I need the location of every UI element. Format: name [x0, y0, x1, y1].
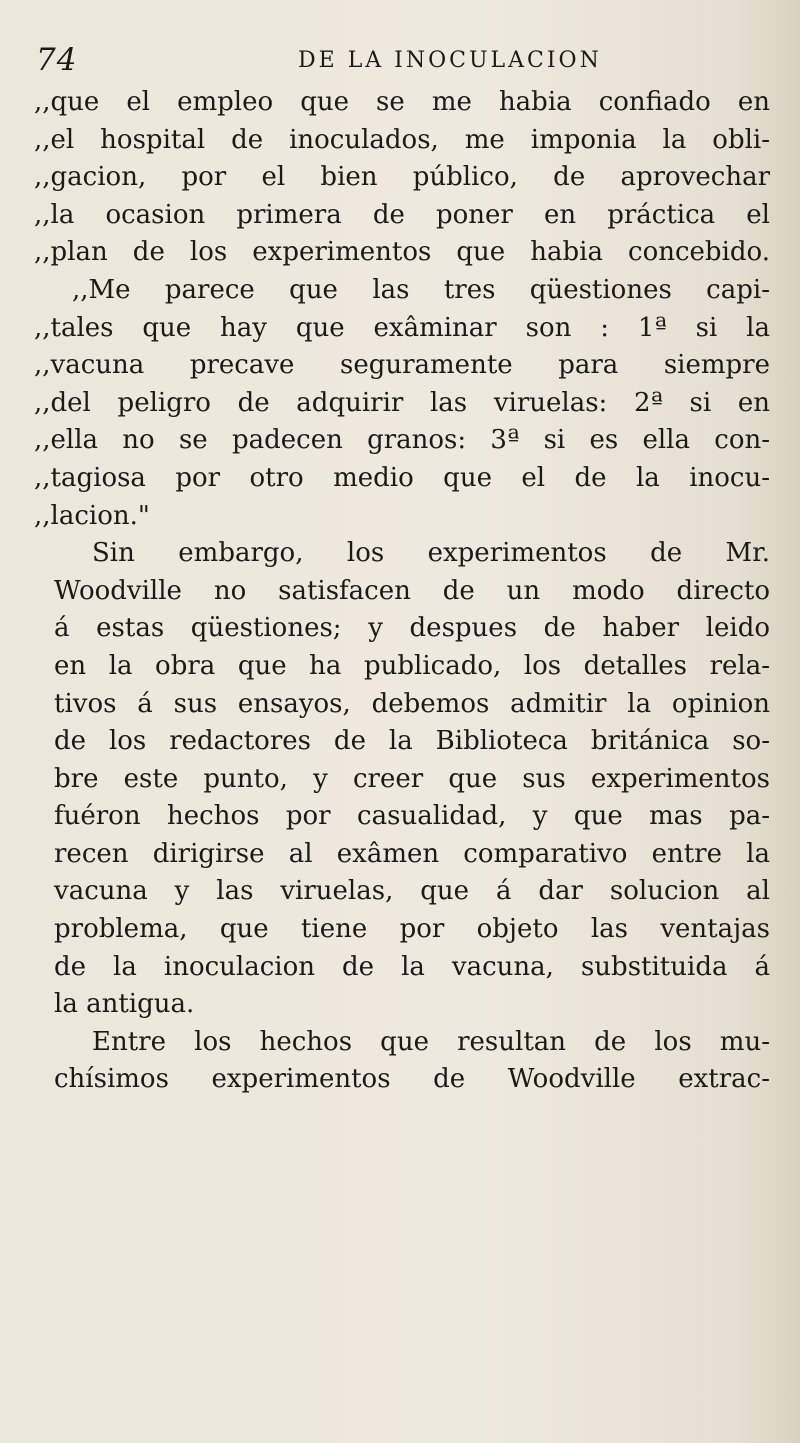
- text-line: ,,lacion.": [34, 500, 150, 531]
- text-line: ,,la ocasion primera de poner en práctica el: [34, 199, 770, 230]
- text-line: de la inoculacion de la vacuna, substituida á: [54, 951, 770, 982]
- text-line: problema, que tiene por objeto las ventajas: [54, 914, 770, 945]
- text-line: chísimos experimentos de Woodville extrac-: [54, 1064, 770, 1095]
- page-number: 74: [36, 42, 78, 78]
- text-line: ,,vacuna precave seguramente para siempre: [34, 350, 770, 381]
- text-line: fuéron hechos por casualidad, y que mas pa-: [54, 801, 770, 832]
- text-line: Sin embargo, los experimentos de Mr.: [92, 538, 770, 569]
- text-line: á estas qüestiones; y despues de haber leido: [54, 613, 770, 644]
- text-line: ,,que el empleo que se me habia confiado en: [34, 87, 770, 117]
- text-line: Entre los hechos que resultan de los mu-: [92, 1026, 770, 1057]
- text-line: ,,plan de los experimentos que habia concebido.: [34, 237, 770, 268]
- text-line: de los redactores de la Biblioteca británica so-: [54, 726, 770, 757]
- text-line: ,,del peligro de adquirir las viruelas: 2ª si en: [34, 387, 770, 418]
- text-line: tivos á sus ensayos, debemos admitir la opinion: [54, 688, 770, 719]
- running-head: DE LA INOCULACION: [298, 48, 602, 73]
- text-line: ,,el hospital de inoculados, me imponia la obli-: [34, 124, 770, 155]
- page-header: [36, 42, 776, 82]
- text-line: vacuna y las viruelas, que á dar solucion al: [54, 876, 770, 907]
- text-line: ,,tales que hay que exâminar son : 1ª si la: [34, 312, 770, 343]
- text-line: ,,Me parece que las tres qüestiones capi-: [72, 274, 770, 305]
- body-text: [34, 84, 770, 1099]
- text-line: ,,tagiosa por otro medio que el de la inocu-: [34, 462, 770, 493]
- text-line: en la obra que ha publicado, los detalles rela-: [54, 650, 770, 681]
- text-line: Woodville no satisfacen de un modo directo: [54, 575, 770, 606]
- text-line: ,,ella no se padecen granos: 3ª si es ella con-: [34, 425, 770, 456]
- text-line: la antigua.: [54, 989, 195, 1020]
- text-line: bre este punto, y creer que sus experimentos: [54, 763, 770, 794]
- text-line: recen dirigirse al exâmen comparativo entre la: [54, 838, 770, 869]
- text-line: ,,gacion, por el bien público, de aprovechar: [34, 162, 770, 193]
